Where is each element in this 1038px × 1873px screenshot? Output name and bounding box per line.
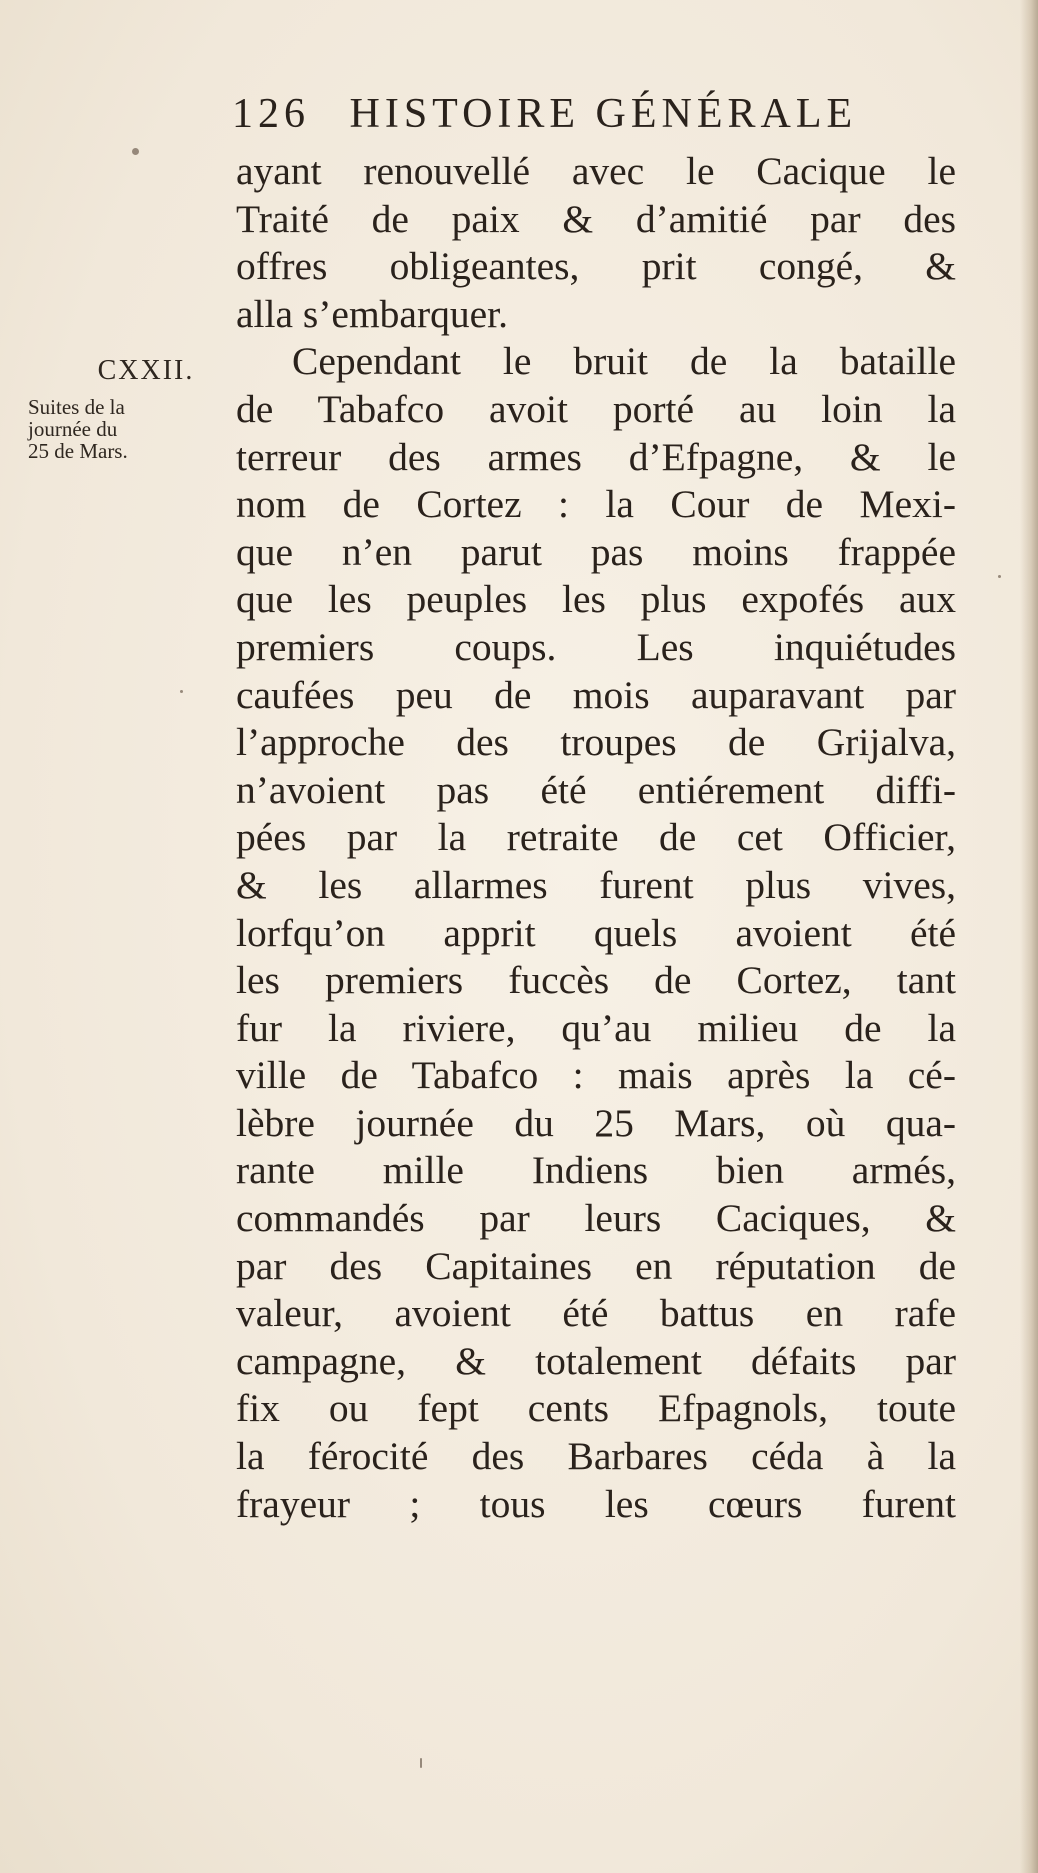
text-line: que les peuples les plus expofés aux [236,577,956,622]
text-line: Traité de paix & d’amitié par des [236,196,956,241]
ink-speck [180,690,183,693]
text-line: terreur des armes d’Efpagne, & le [236,434,956,479]
text-line: les premiers fuccès de Cortez, tant [236,958,956,1003]
paragraph-first-line: Cependant le bruit de la bataille [292,339,956,384]
text-line: par des Capitaines en réputation de [236,1243,956,1288]
running-header [232,88,1012,140]
page-edge-shadow [1020,0,1038,1873]
text-line: fur la riviere, qu’au milieu de la [236,1005,956,1050]
chapter-number: CXXII. [97,355,195,386]
text-line: nom de Cortez : la Cour de Mexi- [236,482,956,527]
text-line: premiers coups. Les inquiétudes [236,624,956,669]
text-line: & les allarmes furent plus vives, [236,862,956,907]
margin-note [28,350,243,462]
margin-note-line: Suites de la [28,395,125,419]
running-title: HISTOIRE GÉNÉRALE [349,91,858,137]
text-line: alla s’embarquer. [236,291,508,336]
text-line: campagne, & totalement défaits par [236,1338,956,1383]
text-line: la férocité des Barbares céda à la [236,1434,956,1479]
ink-speck [420,1758,422,1768]
text-line: lèbre journée du 25 Mars, où qua- [236,1100,956,1145]
body-text [236,148,956,1528]
text-line: de Tabafco avoit porté au loin la [236,386,956,431]
text-line: l’approche des troupes de Grijalva, [236,720,956,765]
text-line: valeur, avoient été battus en rafe [236,1291,956,1336]
text-line: que n’en parut pas moins frappée [236,529,956,574]
margin-note-line: journée du [28,417,118,441]
text-line: offres obligeantes, prit congé, & [236,244,956,289]
text-line: commandés par leurs Caciques, & [236,1196,956,1241]
page-number: 126 [232,91,310,137]
ink-speck [132,148,139,155]
text-line: caufées peu de mois auparavant par [236,672,956,717]
text-line: frayeur ; tous les cœurs furent [236,1481,956,1526]
ink-speck [998,575,1001,578]
text-line: ville de Tabafco : mais après la cé- [236,1053,956,1098]
text-line: rante mille Indiens bien armés, [236,1148,956,1193]
margin-note-line: 25 de Mars. [28,439,128,463]
text-line: ayant renouvellé avec le Cacique le [236,149,956,193]
text-line: fix ou fept cents Efpagnols, toute [236,1386,956,1431]
text-line: lorfqu’on apprit quels avoient été [236,910,956,955]
text-line: n’avoient pas été entiérement diffi- [236,767,956,812]
text-line: pées par la retraite de cet Officier, [236,815,956,860]
